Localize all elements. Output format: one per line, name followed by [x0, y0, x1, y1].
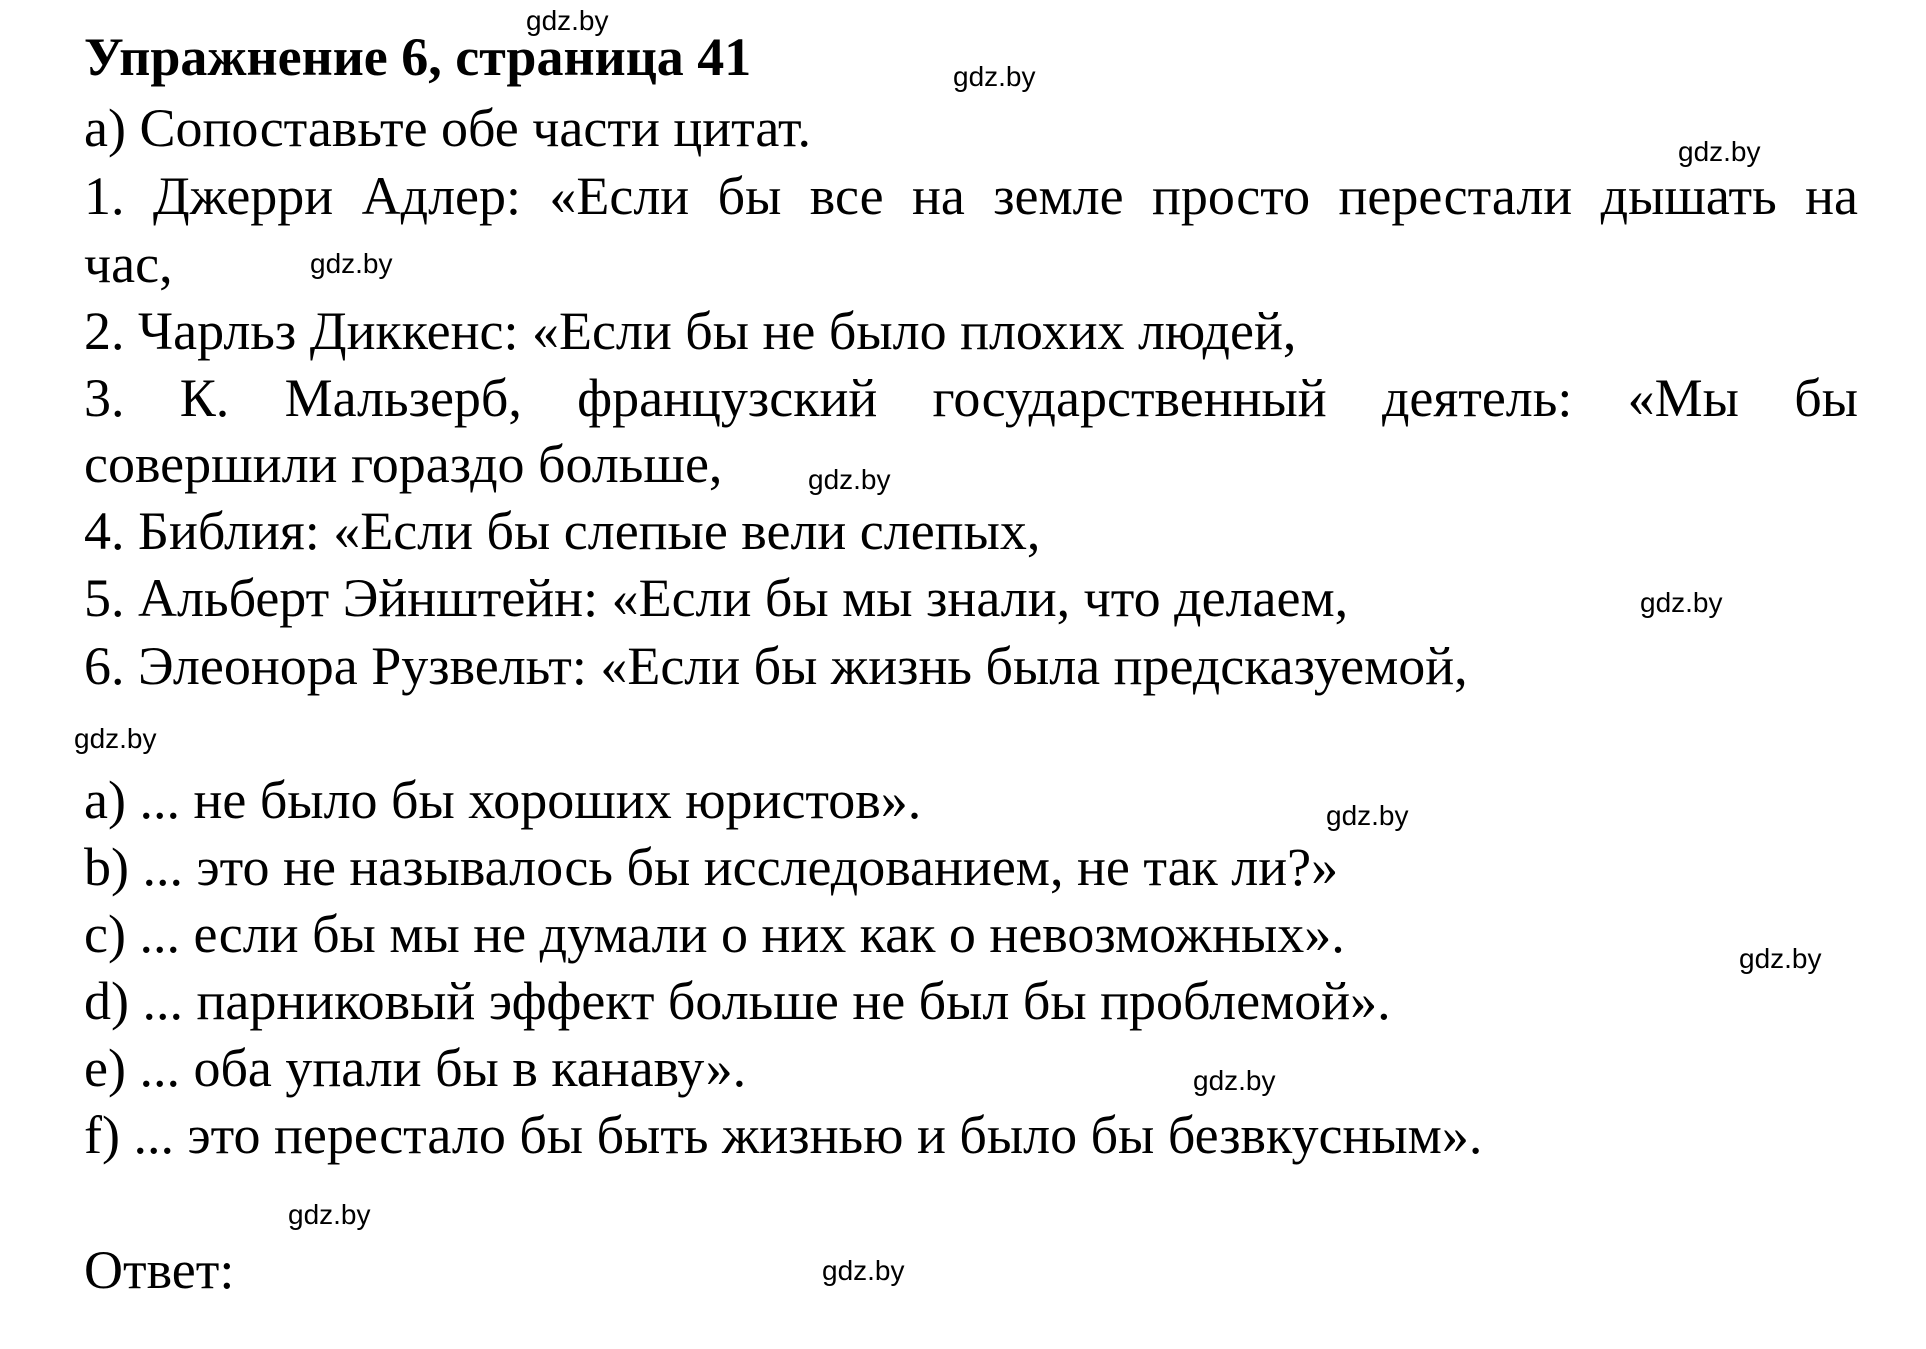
watermark: gdz.by [1640, 587, 1723, 618]
ending-d: d) ... парниковый эффект больше не был бы проблемой». [84, 971, 1391, 1031]
ending-c: c) ... если бы мы не думали о них как о невозможных». [84, 904, 1345, 964]
watermark: gdz.by [1678, 136, 1761, 167]
watermark: gdz.by [808, 464, 891, 495]
quote-3-line-2: совершили гораздо больше, [84, 434, 723, 494]
ending-b: b) ... это не называлось бы исследованием, не так ли?» [84, 837, 1339, 897]
exercise-title: Упражнение 6, страница 41 [84, 27, 752, 87]
watermark: gdz.by [288, 1199, 371, 1230]
quote-1-line-1: 1. Джерри Адлер: «Если бы все на земле просто перестали дышать на [84, 166, 1858, 226]
ending-a: a) ... не было бы хороших юристов». [84, 770, 922, 830]
watermark: gdz.by [1739, 943, 1822, 974]
watermark: gdz.by [1193, 1065, 1276, 1096]
watermark: gdz.by [74, 723, 157, 754]
quote-6: 6. Элеонора Рузвельт: «Если бы жизнь была предсказуемой, [84, 636, 1468, 696]
ending-e: e) ... оба упали бы в канаву». [84, 1038, 747, 1098]
watermark: gdz.by [822, 1255, 905, 1286]
quote-1-line-2: час, [84, 234, 173, 294]
watermark: gdz.by [953, 61, 1036, 92]
quote-2: 2. Чарльз Диккенс: «Если бы не было плохих людей, [84, 301, 1297, 361]
watermark: gdz.by [310, 248, 393, 279]
answer-label: Ответ: [84, 1240, 235, 1300]
watermark: gdz.by [1326, 800, 1409, 831]
quote-5: 5. Альберт Эйнштейн: «Если бы мы знали, что делаем, [84, 568, 1349, 628]
quote-3-line-1: 3. К. Мальзерб, французский государственный деятель: «Мы бы [84, 368, 1858, 428]
task-instruction: a) Сопоставьте обе части цитат. [84, 98, 812, 158]
watermark: gdz.by [526, 5, 609, 36]
quote-4: 4. Библия: «Если бы слепые вели слепых, [84, 501, 1041, 561]
ending-f: f) ... это перестало бы быть жизнью и было бы безвкусным». [84, 1105, 1483, 1165]
